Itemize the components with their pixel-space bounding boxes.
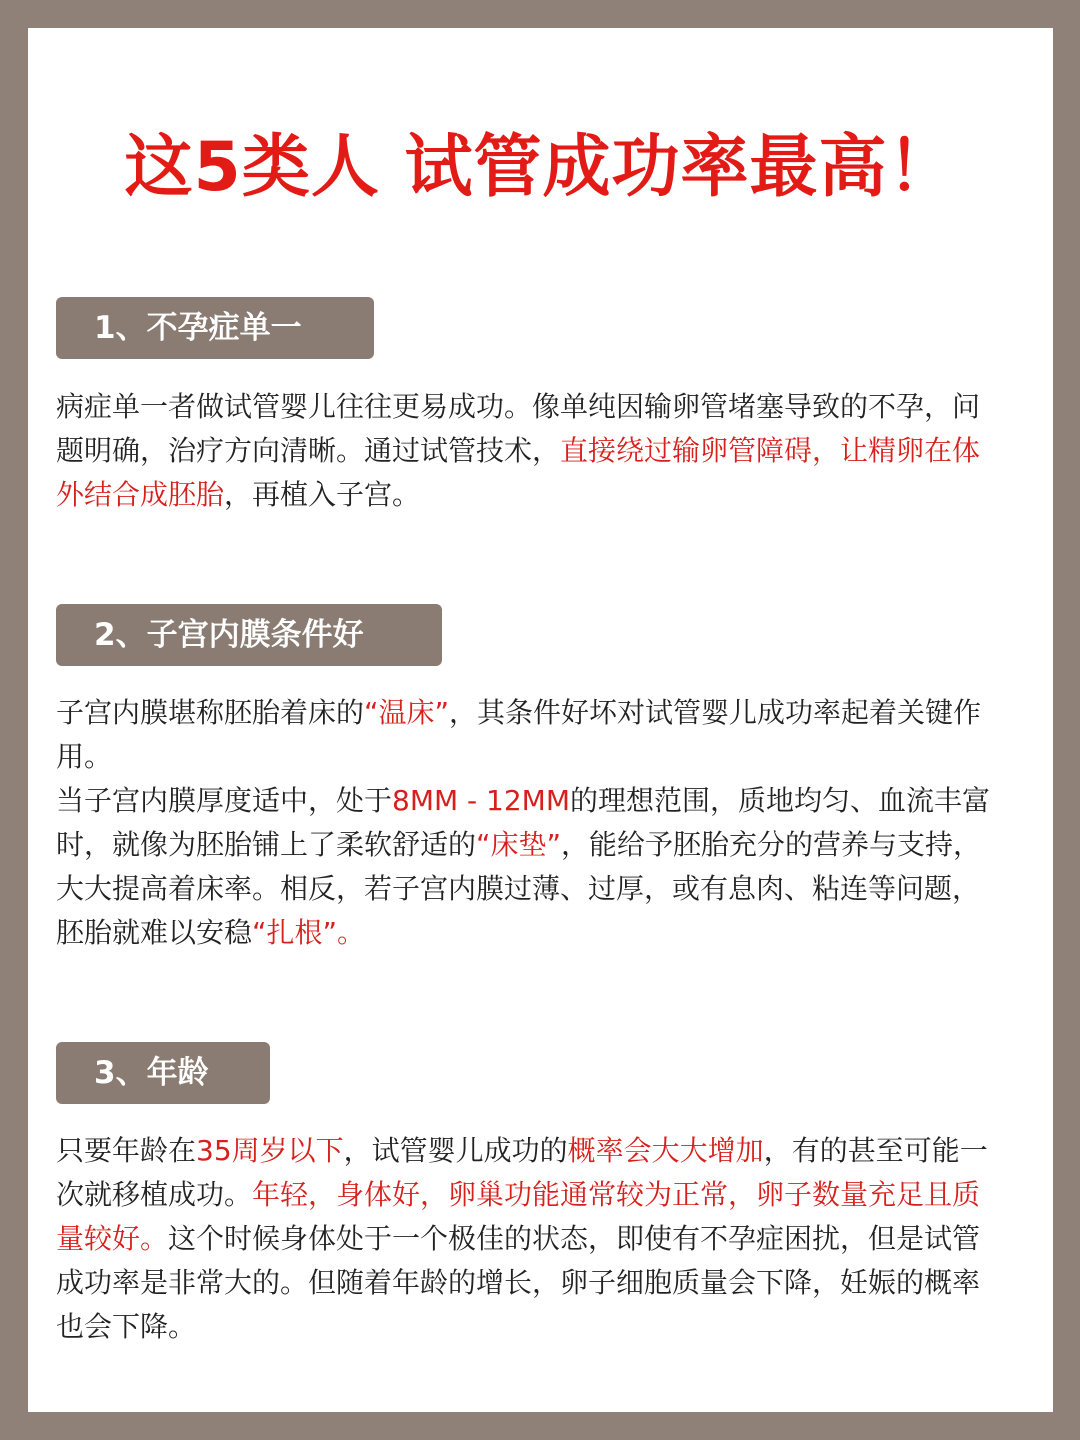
- paragraph: [56, 691, 1006, 779]
- section-body-3: [56, 1129, 1006, 1349]
- article-card: [28, 28, 1053, 1412]
- paragraph: [56, 1129, 1006, 1349]
- body-text: 病症单一者做试管婴儿往往更易成功。像单纯因输卵管堵塞导致的不孕，问题明确，治疗方向清晰。通过试管技术，: [56, 390, 981, 467]
- section-label-1: 1、不孕症单一: [56, 297, 374, 359]
- paragraph: [56, 385, 1006, 517]
- section-label-2: 2、子宫内膜条件好: [56, 604, 442, 666]
- body-text: ，能给予胚胎充分的营养与支持，大大提高着床率。相反，若子宫内膜过薄、过厚，或有息肉、粘连等问题，胚胎就难以安稳: [56, 828, 982, 949]
- highlight-text: “床垫”: [476, 828, 562, 861]
- body-text: 当子宫内膜厚度适中，处于: [56, 784, 393, 817]
- body-text: 这个时候身体处于一个极佳的状态，即使有不孕症困扰，但是试管成功率是非常大的。但随着年龄的增长，卵子细胞质量会下降，妊娠的概率也会下降。: [56, 1222, 981, 1343]
- section-body-1: [56, 385, 1006, 517]
- body-text: ，有的甚至可能一次就移植成功。: [56, 1134, 988, 1211]
- highlight-text: 8MM - 12MM: [392, 784, 570, 817]
- body-text: ，其条件好坏对试管婴儿成功率起着关键作用。: [56, 696, 982, 773]
- section-body-2: [56, 691, 1006, 955]
- body-text: 的理想范围，质地均匀、血流丰富时，就像为胚胎铺上了柔软舒适的: [56, 784, 991, 861]
- highlight-text: “扎根”。: [252, 916, 366, 949]
- highlight-text: 概率会大大增加: [567, 1134, 764, 1167]
- page-title: 这5类人 试管成功率最高！: [124, 128, 957, 207]
- highlight-text: 35周岁以下: [196, 1134, 344, 1167]
- paragraph: [56, 779, 1006, 955]
- highlight-text: “温床”: [364, 696, 450, 729]
- body-text: 子宫内膜堪称胚胎着床的: [56, 696, 365, 729]
- body-text: ，再植入子宫。: [224, 478, 421, 511]
- body-text: ，试管婴儿成功的: [343, 1134, 568, 1167]
- body-text: 只要年龄在: [56, 1134, 197, 1167]
- highlight-text: 直接绕过输卵管障碍，让精卵在体外结合成胚胎: [56, 434, 981, 511]
- section-label-3: 3、年龄: [56, 1042, 270, 1104]
- highlight-text: 年轻，身体好，卵巢功能通常较为正常，卵子数量充足且质量较好。: [56, 1178, 981, 1255]
